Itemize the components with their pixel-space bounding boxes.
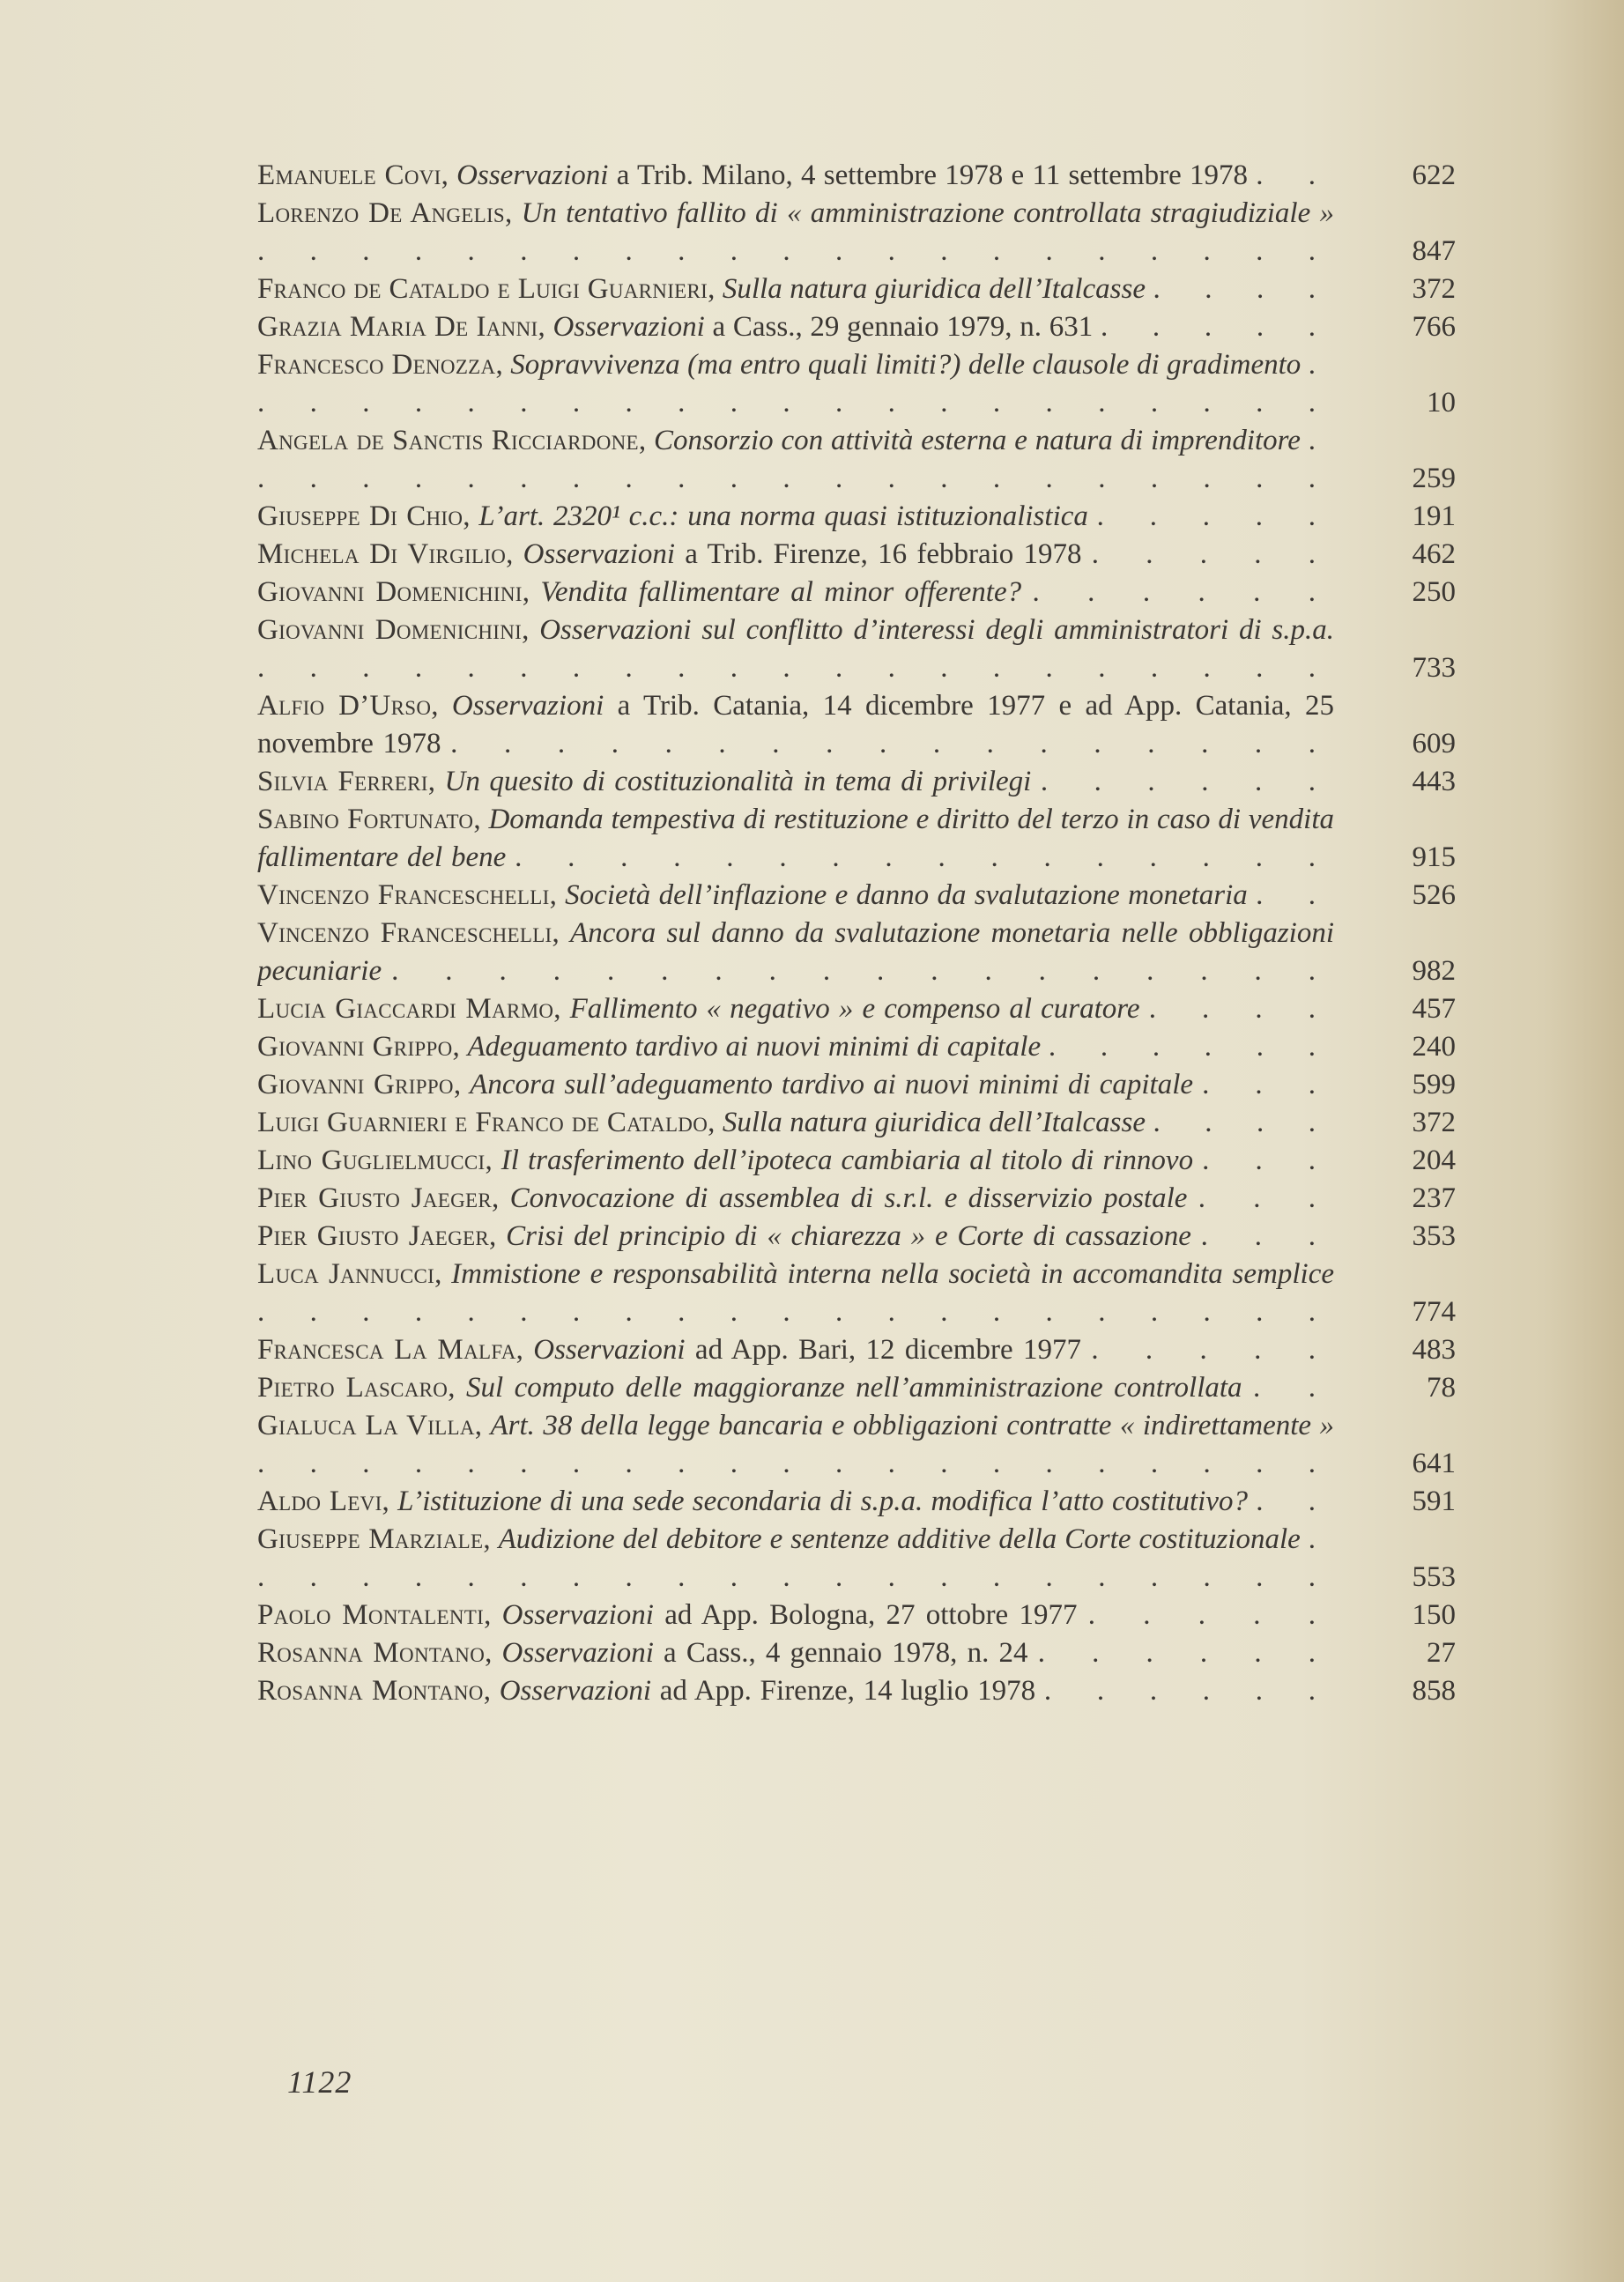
- dot-leader: . . .: [1198, 1182, 1334, 1214]
- entry-citation: ad App. Firenze, 14 luglio 1978: [651, 1675, 1036, 1707]
- entry-page: 847: [1412, 235, 1456, 267]
- entry-separator: ,: [708, 273, 723, 305]
- dot-leader: . . . .: [1153, 1107, 1334, 1138]
- entry-separator: ,: [538, 311, 553, 343]
- entry-page: 591: [1412, 1486, 1456, 1517]
- dot-leader: . .: [1253, 1372, 1334, 1404]
- index-entry: [257, 422, 1456, 498]
- entry-text: [257, 915, 1334, 990]
- entry-page: 150: [1412, 1599, 1456, 1631]
- index-entry: [257, 308, 1456, 346]
- entry-page: 240: [1412, 1031, 1456, 1063]
- entry-text: [257, 611, 1334, 687]
- index-entry: [257, 1180, 1456, 1218]
- entry-text: [257, 1634, 1334, 1672]
- entry-separator: ,: [452, 1031, 468, 1063]
- entry-text: [257, 877, 1334, 915]
- entry-text: [257, 195, 1334, 270]
- entry-title: Osservazioni: [552, 311, 705, 343]
- entry-title: Un tentativo fallito di « amministrazione controllata stragiudiziale »: [521, 197, 1334, 229]
- entry-author: Giovanni Domenichini: [257, 614, 523, 646]
- entry-text: [257, 1066, 1334, 1104]
- entry-separator: ,: [638, 425, 654, 456]
- entry-citation: ad App. Bari, 12 dicembre 1977: [685, 1334, 1081, 1366]
- entry-page: 353: [1412, 1220, 1456, 1252]
- entry-text: [257, 990, 1334, 1028]
- entry-page: 457: [1412, 993, 1456, 1025]
- entry-author: Vincenzo Franceschelli: [257, 879, 550, 911]
- entry-page: 237: [1412, 1182, 1456, 1214]
- entry-separator: ,: [708, 1107, 723, 1138]
- entry-author: Vincenzo Franceschelli: [257, 917, 552, 949]
- entry-title: Ancora sull’adeguamento tardivo ai nuovi minimi di capitale: [470, 1069, 1194, 1100]
- entry-page: 858: [1412, 1675, 1456, 1707]
- entry-page: 982: [1412, 955, 1456, 987]
- entry-page: 641: [1412, 1448, 1456, 1479]
- entry-title: L’art. 2320¹ c.c.: una norma quasi istituzionalistica: [478, 500, 1088, 532]
- entry-author: Sabino Fortunato: [257, 804, 474, 835]
- entry-title: Art. 38 della legge bancaria e obbligazioni contratte « indirettamente »: [490, 1410, 1334, 1441]
- entry-separator: ,: [549, 879, 566, 911]
- entry-page: 483: [1412, 1334, 1456, 1366]
- entry-citation: a Trib. Catania, 14 dicembre 1977 e ad App. Catania, 25 novembre 1978: [257, 690, 1334, 759]
- entry-text: [257, 1218, 1334, 1256]
- entry-separator: ,: [483, 1523, 499, 1555]
- entry-author: Rosanna Montano: [257, 1637, 486, 1669]
- entry-page: 191: [1412, 500, 1456, 532]
- entry-separator: ,: [506, 538, 523, 570]
- entry-page: 372: [1412, 273, 1456, 305]
- dot-leader: . .: [1256, 1486, 1334, 1517]
- entry-author: Luigi Guarnieri e Franco de Cataldo: [257, 1107, 708, 1138]
- entry-text: [257, 1104, 1334, 1142]
- dot-leader: . . . . . . . . . . . . . . . . . . . . . .: [257, 1523, 1334, 1593]
- index-entry: [257, 574, 1456, 611]
- entry-separator: ,: [427, 766, 445, 797]
- index-entry: [257, 536, 1456, 574]
- entry-title: Un quesito di costituzionalità in tema di privilegi: [444, 766, 1032, 797]
- dot-leader: . . . . . . . . . . . . . . . . . . . . .: [257, 1296, 1334, 1328]
- entry-title: Domanda tempestiva di restituzione e diritto del terzo in caso di vendita fallimentare del bene: [257, 804, 1334, 873]
- entry-text: [257, 308, 1334, 346]
- dot-leader: . . . . . . . . . . . . . . . . . . . . . .: [257, 349, 1334, 419]
- entry-author: Francesca La Malfa: [257, 1334, 516, 1366]
- index-entry: [257, 990, 1456, 1028]
- entry-author: Silvia Ferreri: [257, 766, 428, 797]
- entry-text: [257, 1028, 1334, 1066]
- entry-author: Paolo Montalenti: [257, 1599, 485, 1631]
- index-entry: [257, 1369, 1456, 1407]
- index-entry: [257, 877, 1456, 915]
- entry-separator: ,: [474, 1410, 491, 1441]
- entry-citation: a Trib. Firenze, 16 febbraio 1978: [675, 538, 1082, 570]
- dot-leader: . .: [1256, 879, 1334, 911]
- entry-citation: ad App. Bologna, 27 ottobre 1977: [653, 1599, 1078, 1631]
- entry-page: 204: [1412, 1145, 1456, 1176]
- dot-leader: . . . . .: [1087, 1599, 1334, 1631]
- index-entry: [257, 157, 1456, 195]
- entry-page: 915: [1412, 841, 1456, 873]
- entry-title: Audizione del debitore e sentenze additive della Corte costituzionale: [498, 1523, 1301, 1555]
- entry-title: L’istituzione di una sede secondaria di s.p.a. modifica l’atto costitutivo?: [397, 1486, 1248, 1517]
- entry-page: 462: [1412, 538, 1456, 570]
- entry-author: Alfio D’Urso: [257, 690, 432, 722]
- dot-leader: . . . . . .: [1043, 1675, 1334, 1707]
- entry-author: Lino Guglielmucci: [257, 1145, 486, 1176]
- dot-leader: . . . .: [1153, 273, 1334, 305]
- entry-separator: ,: [495, 349, 511, 381]
- dot-leader: . . . . . .: [1048, 1031, 1334, 1063]
- entry-separator: ,: [552, 917, 571, 949]
- entry-title: Convocazione di assemblea di s.r.l. e disservizio postale: [509, 1182, 1188, 1214]
- entry-title: Il trasferimento dell’ipoteca cambiaria al titolo di rinnovo: [501, 1145, 1194, 1176]
- page-number: 1122: [287, 2064, 352, 2100]
- index-entry: [257, 1066, 1456, 1104]
- entry-author: Gialuca La Villa: [257, 1410, 475, 1441]
- index-entry: [257, 1028, 1456, 1066]
- entry-text: [257, 801, 1334, 877]
- entry-title: Osservazioni: [533, 1334, 686, 1366]
- index-entry: [257, 1104, 1456, 1142]
- entry-separator: ,: [492, 1182, 510, 1214]
- dot-leader: . . .: [1200, 1220, 1334, 1252]
- entry-separator: ,: [489, 1220, 507, 1252]
- entry-title: Osservazioni sul conflitto d’interessi degli amministratori di s.p.a.: [539, 614, 1334, 646]
- index-entry: [257, 915, 1456, 990]
- entry-author: Emanuele Covi: [257, 159, 441, 191]
- entry-page: 250: [1412, 576, 1456, 608]
- entry-page: 733: [1412, 652, 1456, 684]
- index-entry: [257, 763, 1456, 801]
- dot-leader: . . . . . . . . . . . . . . . . . . . . .: [257, 1448, 1334, 1479]
- entry-title: Osservazioni: [501, 1599, 654, 1631]
- entry-page: 78: [1427, 1372, 1456, 1404]
- entry-author: Rosanna Montano: [257, 1675, 484, 1707]
- entry-author: Giuseppe Di Chio: [257, 500, 463, 532]
- entry-page: 553: [1412, 1561, 1456, 1593]
- entry-page: 10: [1427, 387, 1456, 419]
- entry-page: 27: [1427, 1637, 1456, 1669]
- dot-leader: . . . . .: [1091, 538, 1334, 570]
- entry-author: Luca Jannucci: [257, 1258, 435, 1290]
- entry-title: Consorzio con attività esterna e natura di imprenditore: [653, 425, 1301, 456]
- entry-page: 774: [1412, 1296, 1456, 1328]
- index-entry: [257, 270, 1456, 308]
- entry-separator: ,: [515, 1334, 534, 1366]
- dot-leader: . . .: [1202, 1069, 1334, 1100]
- entry-citation: a Cass., 4 gennaio 1978, n. 24: [653, 1637, 1028, 1669]
- entry-title: Osservazioni: [456, 159, 609, 191]
- entry-text: [257, 1180, 1334, 1218]
- entry-author: Lucia Giaccardi Marmo: [257, 993, 554, 1025]
- entry-title: Osservazioni: [451, 690, 604, 722]
- entry-text: [257, 157, 1334, 195]
- index-entry: [257, 1521, 1456, 1597]
- entry-citation: a Trib. Milano, 4 settembre 1978 e 11 settembre 1978: [608, 159, 1248, 191]
- index-entry: [257, 1218, 1456, 1256]
- entry-text: [257, 422, 1334, 498]
- dot-leader: . . . . .: [1091, 1334, 1334, 1366]
- entry-title: Sul computo delle maggioranze nell’amministrazione controllata: [465, 1372, 1242, 1404]
- entry-author: Giuseppe Marziale: [257, 1523, 484, 1555]
- entry-author: Giovanni Grippo: [257, 1031, 453, 1063]
- entry-citation: a Cass., 29 gennaio 1979, n. 631: [704, 311, 1094, 343]
- entry-text: [257, 1521, 1334, 1597]
- dot-leader: . . . . . . . . . . . . . . . . . . . . . .: [257, 425, 1334, 494]
- entry-text: [257, 763, 1334, 801]
- dot-leader: . . . . . . . . . . . . . . . . . . . . .: [257, 235, 1334, 267]
- dot-leader: . . . . . .: [1040, 766, 1334, 797]
- entry-title: Società dell’inflazione e danno da svalutazione monetaria: [565, 879, 1248, 911]
- entry-separator: ,: [505, 197, 522, 229]
- entry-title: Sulla natura giuridica dell’Italcasse: [722, 1107, 1146, 1138]
- entry-title: Sulla natura giuridica dell’Italcasse: [722, 273, 1146, 305]
- dot-leader: . . . . . . . . . . . . . . . . . . . . .: [257, 652, 1334, 684]
- entry-text: [257, 1672, 1334, 1710]
- entry-author: Francesco Denozza: [257, 349, 496, 381]
- entry-separator: ,: [434, 1258, 452, 1290]
- entry-text: [257, 574, 1334, 611]
- entry-separator: ,: [473, 804, 489, 835]
- entry-text: [257, 687, 1334, 763]
- entry-title: Fallimento « negativo » e compenso al curatore: [569, 993, 1140, 1025]
- entry-title: Crisi del principio di « chiarezza » e Corte di cassazione: [506, 1220, 1191, 1252]
- entry-page: 259: [1412, 463, 1456, 494]
- entry-page: 443: [1412, 766, 1456, 797]
- dot-leader: . . . .: [1148, 993, 1334, 1025]
- entry-page: 372: [1412, 1107, 1456, 1138]
- entry-text: [257, 1597, 1334, 1634]
- entry-title: Adeguamento tardivo ai nuovi minimi di capitale: [467, 1031, 1042, 1063]
- entry-title: Ancora sul danno da svalutazione monetaria nelle obbligazioni pecuniarie: [257, 917, 1334, 987]
- index-entry: [257, 1407, 1456, 1483]
- index-entry: [257, 1597, 1456, 1634]
- entry-text: [257, 498, 1334, 536]
- dot-leader: . . . . .: [1096, 500, 1334, 532]
- entry-author: Aldo Levi: [257, 1486, 382, 1517]
- index-entry: [257, 687, 1456, 763]
- entry-separator: ,: [382, 1486, 398, 1517]
- entry-separator: ,: [485, 1145, 501, 1176]
- index-list: [257, 157, 1456, 1710]
- dot-leader: . . . . . .: [1037, 1637, 1334, 1669]
- entry-title: Osservazioni: [499, 1675, 652, 1707]
- index-entry: [257, 498, 1456, 536]
- entry-author: Pier Giusto Jaeger: [257, 1220, 490, 1252]
- dot-leader: . . .: [1202, 1145, 1334, 1176]
- index-entry: [257, 801, 1456, 877]
- entry-page: 766: [1412, 311, 1456, 343]
- entry-text: [257, 346, 1334, 422]
- entry-separator: ,: [485, 1637, 502, 1669]
- index-entry: [257, 611, 1456, 687]
- index-entry: [257, 1331, 1456, 1369]
- entry-separator: ,: [484, 1599, 502, 1631]
- entry-page: 609: [1412, 728, 1456, 759]
- entry-separator: ,: [483, 1675, 500, 1707]
- index-entry: [257, 1672, 1456, 1710]
- entry-author: Angela de Sanctis Ricciardone: [257, 425, 639, 456]
- entry-separator: ,: [441, 159, 457, 191]
- index-entry: [257, 346, 1456, 422]
- index-entry: [257, 1483, 1456, 1521]
- index-entry: [257, 1634, 1456, 1672]
- entry-title: Vendita fallimentare al minor offerente?: [540, 576, 1022, 608]
- dot-leader: . . . . . .: [1032, 576, 1334, 608]
- entry-text: [257, 1256, 1334, 1331]
- index-entry: [257, 1142, 1456, 1180]
- dot-leader: . . . . .: [1100, 311, 1334, 343]
- entry-separator: ,: [448, 1372, 466, 1404]
- entry-separator: ,: [553, 993, 570, 1025]
- entry-page: 526: [1412, 879, 1456, 911]
- entry-title: Immistione e responsabilità interna nella società in accomandita semplice: [451, 1258, 1334, 1290]
- entry-author: Pietro Lascaro: [257, 1372, 449, 1404]
- entry-page: 599: [1412, 1069, 1456, 1100]
- entry-separator: ,: [463, 500, 479, 532]
- entry-author: Michela Di Virgilio: [257, 538, 507, 570]
- entry-separator: ,: [522, 614, 540, 646]
- entry-author: Franco de Cataldo e Luigi Guarnieri: [257, 273, 708, 305]
- entry-separator: ,: [431, 690, 452, 722]
- index-entry: [257, 195, 1456, 270]
- entry-text: [257, 1331, 1334, 1369]
- entry-author: Pier Giusto Jaeger: [257, 1182, 493, 1214]
- dot-leader: . . . . . . . . . . . . . . . .: [515, 841, 1334, 873]
- entry-page: 622: [1412, 159, 1456, 191]
- entry-text: [257, 1407, 1334, 1483]
- entry-text: [257, 1483, 1334, 1521]
- entry-text: [257, 536, 1334, 574]
- entry-text: [257, 1142, 1334, 1180]
- dot-leader: . . . . . . . . . . . . . . . . . .: [391, 955, 1334, 987]
- dot-leader: . .: [1256, 159, 1334, 191]
- entry-title: Sopravvivenza (ma entro quali limiti?) delle clausole di gradimento: [510, 349, 1301, 381]
- entry-title: Osservazioni: [523, 538, 675, 570]
- entry-text: [257, 1369, 1334, 1407]
- index-entry: [257, 1256, 1456, 1331]
- dot-leader: . . . . . . . . . . . . . . . . .: [450, 728, 1334, 759]
- entry-separator: ,: [453, 1069, 471, 1100]
- entry-author: Lorenzo De Angelis: [257, 197, 506, 229]
- entry-author: Giovanni Domenichini: [257, 576, 523, 608]
- entry-title: Osservazioni: [501, 1637, 654, 1669]
- entry-text: [257, 270, 1334, 308]
- entry-separator: ,: [522, 576, 541, 608]
- entry-author: Grazia Maria De Ianni: [257, 311, 538, 343]
- entry-author: Giovanni Grippo: [257, 1069, 454, 1100]
